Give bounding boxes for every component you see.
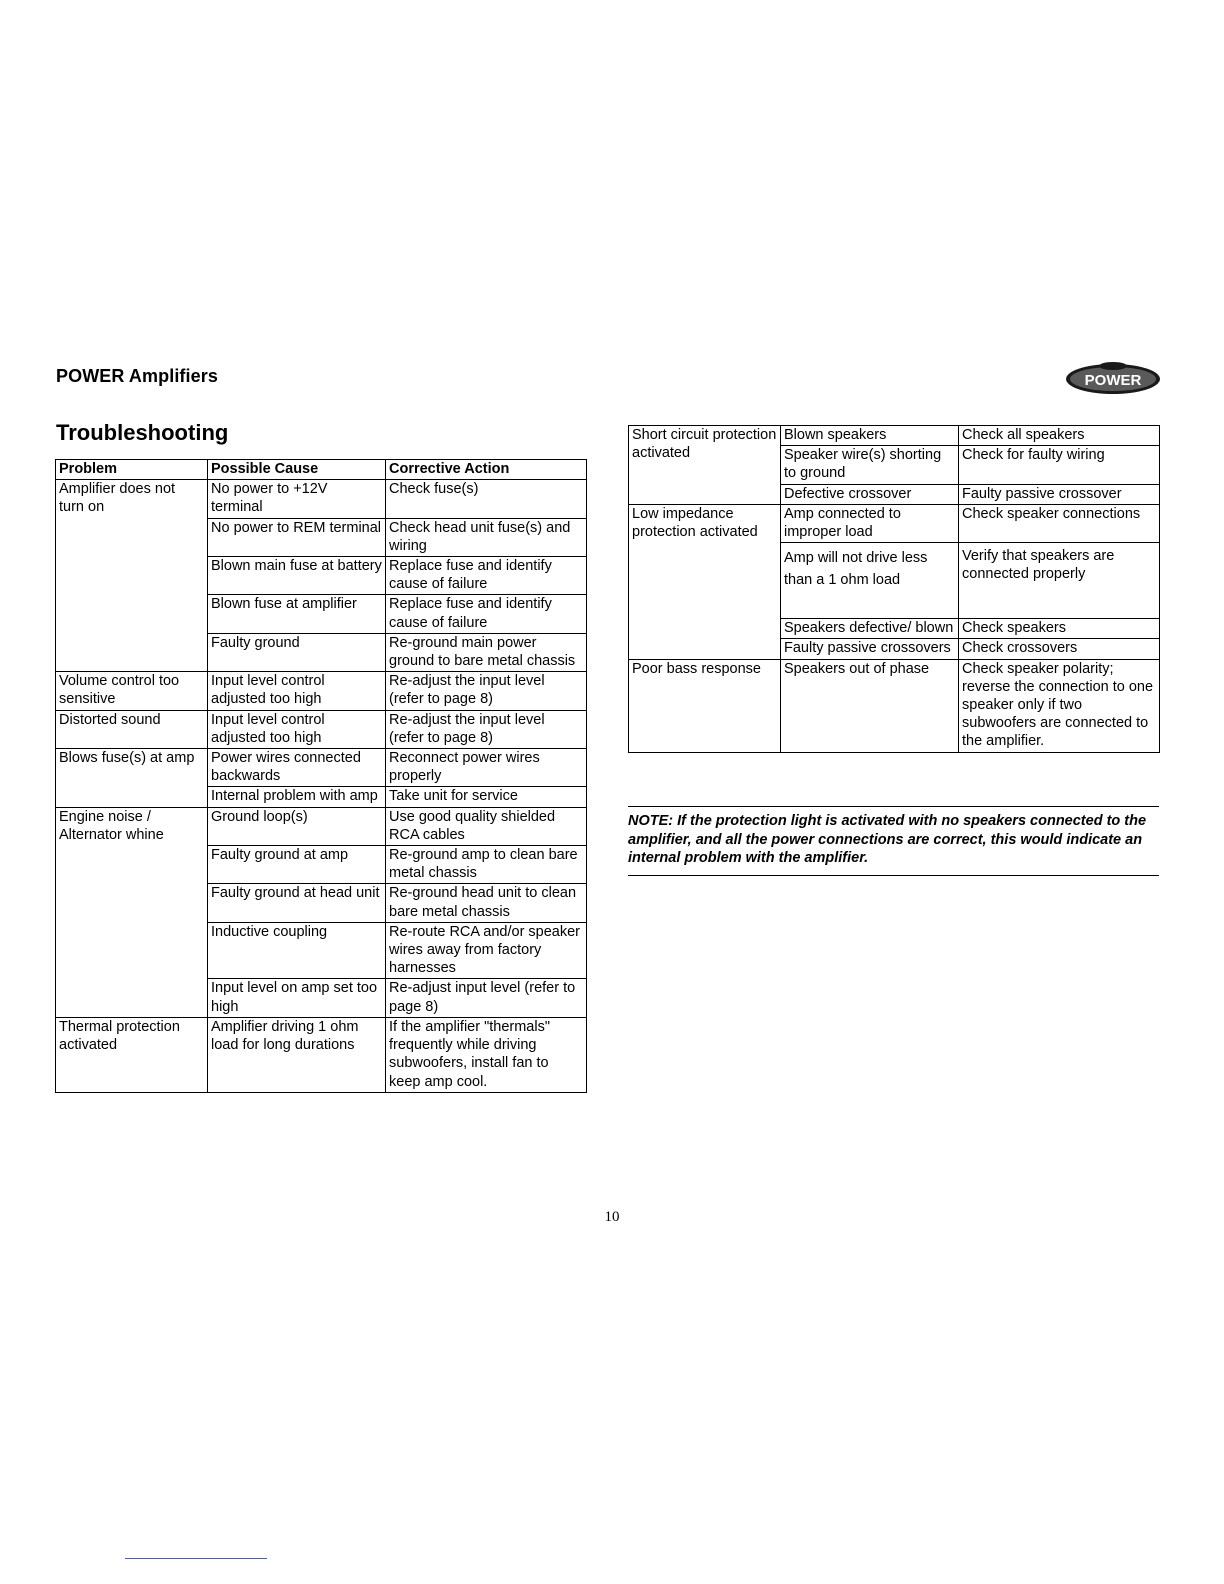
section-title: Troubleshooting (56, 420, 229, 445)
action-cell: Check speaker connections (959, 504, 1160, 542)
table-row (629, 504, 1160, 542)
cause-cell: Blown main fuse at battery (208, 557, 386, 595)
problem-cell: Distorted sound (56, 710, 208, 748)
action-cell: Use good quality shielded RCA cables (386, 807, 587, 845)
table-row (629, 426, 1160, 446)
action-cell: Re-ground main power ground to bare metal chassis (386, 633, 587, 671)
cause-cell: Input level on amp set too high (208, 979, 386, 1017)
action-cell: Re-route RCA and/or speaker wires away from factory harnesses (386, 922, 587, 979)
footer-link-underline[interactable] (125, 1558, 267, 1559)
table-row (56, 672, 587, 710)
cause-cell: Faulty ground at amp (208, 846, 386, 884)
action-cell: Reconnect power wires properly (386, 749, 587, 787)
cause-cell: Amplifier driving 1 ohm load for long durations (208, 1017, 386, 1092)
cause-cell: Defective crossover (781, 484, 959, 504)
note-top-divider (628, 806, 1159, 807)
column-header-corrective-action: Corrective Action (386, 460, 587, 480)
table-row (56, 807, 587, 845)
cause-cell: Blown speakers (781, 426, 959, 446)
cause-cell: Speakers defective/ blown (781, 619, 959, 639)
cause-cell: Inductive coupling (208, 922, 386, 979)
action-cell: Check speakers (959, 619, 1160, 639)
cause-cell: Amp will not drive less than a 1 ohm load (781, 543, 959, 619)
note-bottom-divider (628, 875, 1159, 876)
cause-cell: Faulty ground at head unit (208, 884, 386, 922)
troubleshooting-table-right (628, 425, 1160, 753)
cause-cell: No power to +12V terminal (208, 480, 386, 518)
action-cell: Replace fuse and identify cause of failure (386, 557, 587, 595)
action-cell: Re-adjust input level (refer to page 8) (386, 979, 587, 1017)
table-header-row (56, 460, 587, 480)
table-row (56, 1017, 587, 1092)
cause-cell: Faulty passive crossovers (781, 639, 959, 659)
action-cell: Re-adjust the input level (refer to page 8) (386, 672, 587, 710)
table-row (56, 710, 587, 748)
action-cell: Check speaker polarity; reverse the connection to one speaker only if two subwoofers are connected to the amplifier. (959, 659, 1160, 752)
power-logo-icon (1064, 358, 1162, 398)
cause-cell: Power wires connected backwards (208, 749, 386, 787)
problem-cell: Amplifier does not turn on (56, 480, 208, 672)
action-cell: Check all speakers (959, 426, 1160, 446)
action-cell: Take unit for service (386, 787, 587, 807)
cause-cell: No power to REM terminal (208, 518, 386, 556)
column-header-possible-cause: Possible Cause (208, 460, 386, 480)
problem-cell: Short circuit protection activated (629, 426, 781, 505)
action-cell: Check crossovers (959, 639, 1160, 659)
cause-cell: Ground loop(s) (208, 807, 386, 845)
cause-cell: Speaker wire(s) shorting to ground (781, 446, 959, 484)
cause-cell: Internal problem with amp (208, 787, 386, 807)
problem-cell: Volume control too sensitive (56, 672, 208, 710)
troubleshooting-table-left (55, 459, 587, 1093)
action-cell: If the amplifier "thermals" frequently while driving subwoofers, install fan to keep amp cool. (386, 1017, 587, 1092)
cause-cell: Speakers out of phase (781, 659, 959, 752)
page-number: 10 (604, 1209, 620, 1225)
cause-cell: Blown fuse at amplifier (208, 595, 386, 633)
action-cell: Re-ground head unit to clean bare metal chassis (386, 884, 587, 922)
column-header-problem: Problem (56, 460, 208, 480)
table-row (56, 480, 587, 518)
cause-cell: Amp connected to improper load (781, 504, 959, 542)
action-cell: Verify that speakers are connected properly (959, 543, 1160, 619)
action-cell: Re-ground amp to clean bare metal chassis (386, 846, 587, 884)
problem-cell: Poor bass response (629, 659, 781, 752)
document-header-title: POWER Amplifiers (56, 366, 218, 386)
problem-cell: Engine noise / Alternator whine (56, 807, 208, 1017)
logo-text: POWER (1084, 372, 1142, 389)
action-cell: Check head unit fuse(s) and wiring (386, 518, 587, 556)
table-row (629, 659, 1160, 752)
cause-cell: Input level control adjusted too high (208, 710, 386, 748)
action-cell: Replace fuse and identify cause of failure (386, 595, 587, 633)
action-cell: Re-adjust the input level (refer to page 8) (386, 710, 587, 748)
problem-cell: Low impedance protection activated (629, 504, 781, 659)
table-row (56, 749, 587, 787)
problem-cell: Blows fuse(s) at amp (56, 749, 208, 808)
cause-cell: Input level control adjusted too high (208, 672, 386, 710)
protection-light-note: NOTE: If the protection light is activated with no speakers connected to the amplifier, and all the power connections are correct, this would indicate an internal problem with the amplifier. (628, 813, 1147, 866)
action-cell: Check fuse(s) (386, 480, 587, 518)
action-cell: Faulty passive crossover (959, 484, 1160, 504)
cause-cell: Faulty ground (208, 633, 386, 671)
action-cell: Check for faulty wiring (959, 446, 1160, 484)
problem-cell: Thermal protection activated (56, 1017, 208, 1092)
